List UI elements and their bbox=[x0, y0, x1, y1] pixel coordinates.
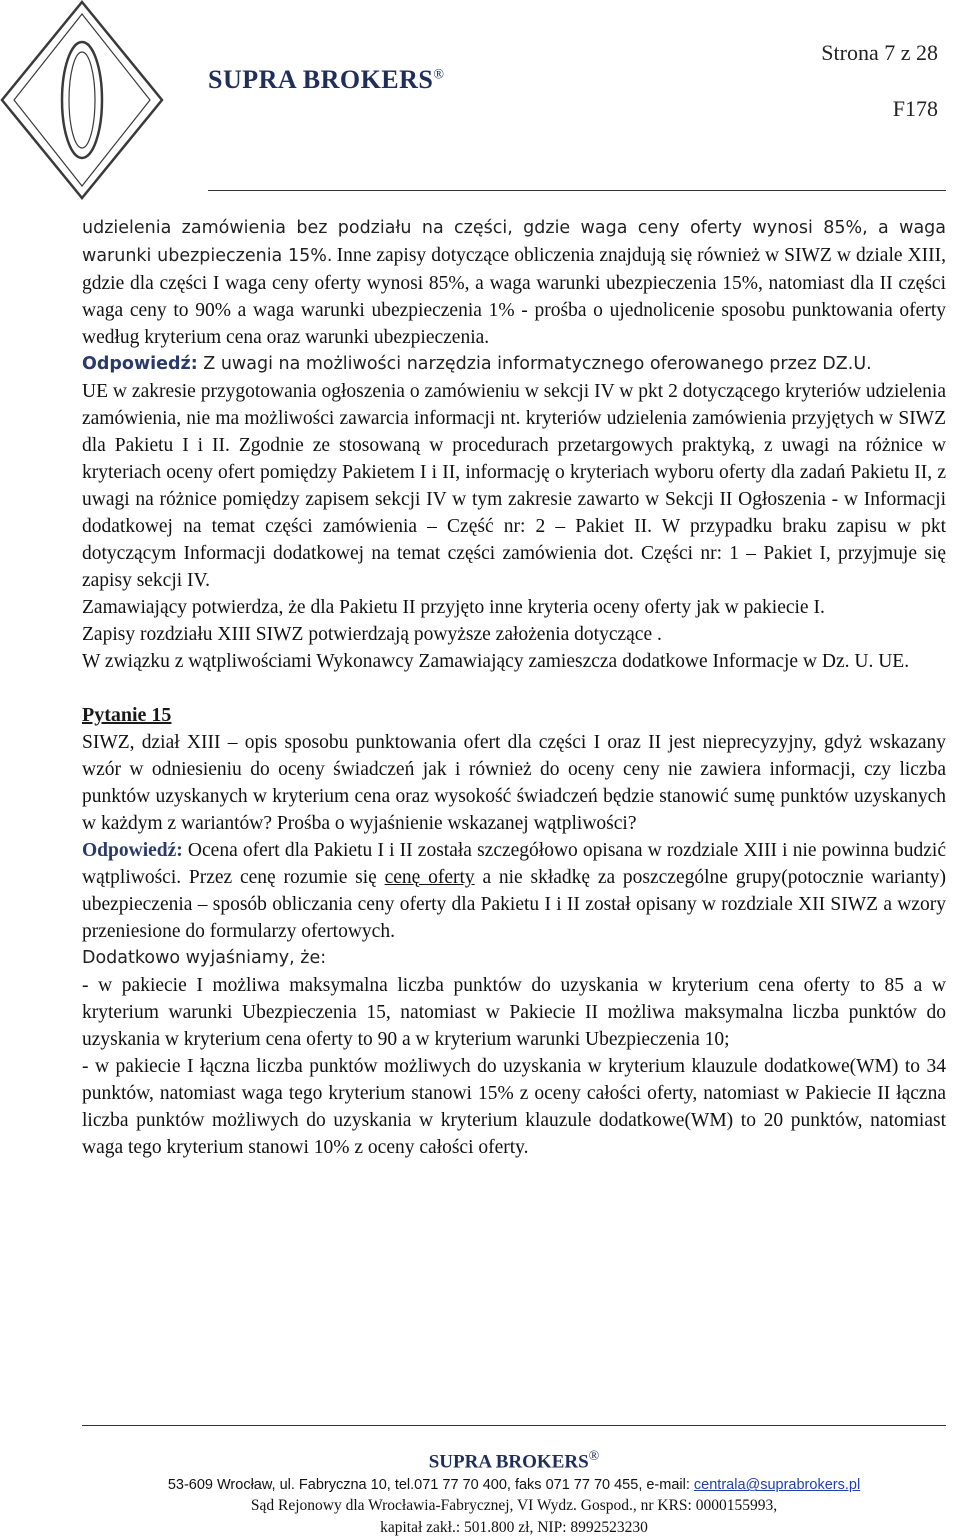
supra-brokers-logo-icon bbox=[0, 0, 165, 200]
list-item: - w pakiecie I łączna liczba punktów możliwych do uzyskania w kryterium klauzule dodatkowe(WM) to 34 punktów, natomiast waga tego kryterium stanowi 15% z oceny całości oferty, natomiast w Pakiecie II łączna liczba punktów możliwych do uzyskania w kryterium klauzule dodatkowe(WM) to 20 punktów, natomiast waga tego kryterium stanowi 10% z oceny całości oferty. bbox=[82, 1056, 946, 1158]
paragraph-confirmation: Zamawiający potwierdza, że dla Pakietu II przyjęto inne kryteria oceny oferty jak w pakiecie I. bbox=[82, 597, 825, 618]
paragraph-question-14-continued: udzielenia zamówienia bez podziału na części, gdzie waga ceny oferty wynosi 85%, a waga warunki ubezpieczenia 15%. Inne zapisy dotyczące obliczenia znajdują się również w SIWZ w dziale XIII, gdzie dla części I waga ceny oferty wynosi 85%, a waga warunki ubezpieczenia 15%, natomiast dla II części waga ceny to 90% a waga warunki ubezpieczenia 1% - prośba o ujednolicenie sposobu punktowania oferty według kryterium cena oraz warunki ubezpieczenia. bbox=[82, 218, 947, 348]
header-divider bbox=[208, 190, 946, 191]
paragraph-answer-14-continued: UE w zakresie przygotowania ogłoszenia o zamówieniu w sekcji IV w pkt 2 dotyczącego kryteriów udzielenia zamówienia, nie ma możliwości zawarcia informacji nt. kryteriów udzielenia zamówienia przyjętych w SIWZ dla Pakietu I i II. Zgodnie ze stosowaną w procedurach przetargowych praktyką, z uwagi na różnice w kryteriach oceny ofert pomiędzy Pakietem I i II, informację o kryteriach wyboru oferty dla zadań Pakietu II, z uwagi na różnice pomiędzy zapisem sekcji IV w tym zakresie zawarto w Sekcji II Ogłoszenia - w Informacji dodatkowej na temat części zamówienia – Część nr: 2 – Pakiet II. W przypadku braku zapisu w pkt dotyczącym Informacji dodatkowej na temat części zamówienia dot. Części nr: 1 – Pakiet I, przyjmuje się zapisy sekcji IV. bbox=[82, 381, 946, 591]
answer-label: Odpowiedź: bbox=[82, 840, 183, 861]
answer-label: Odpowiedź: bbox=[82, 354, 198, 374]
paragraph-additional-info: W związku z wątpliwościami Wykonawcy Zamawiający zamieszcza dodatkowe Informacje w Dz. U. UE. bbox=[82, 651, 910, 672]
paragraph-siwz-records: Zapisy rozdziału XIII SIWZ potwierdzają powyższe założenia dotyczące . bbox=[82, 624, 662, 645]
header-brand: SUPRA BROKERS® bbox=[208, 65, 445, 94]
footer-court: Sąd Rejonowy dla Wrocławia-Fabrycznej, VI Wydz. Gospod., nr KRS: 0000155993, bbox=[250, 1497, 778, 1515]
page-number: Strona 7 z 28 bbox=[821, 40, 938, 65]
list-item: - w pakiecie I możliwa maksymalna liczba punktów do uzyskania w kryterium cena oferty to 85 a w kryterium warunki Ubezpieczenia 15, natomiast w Pakiecie II możliwa maksymalna liczba punktów do uzyskania w kryterium cena oferty to 90 a w kryterium warunki Ubezpieczenia 10; bbox=[82, 975, 946, 1050]
paragraph-answer-15: Odpowiedź: Ocena ofert dla Pakietu I i II została szczegółowo opisana w rozdziale XIII i nie powinna budzić wątpliwości. Przez cenę rozumie się cenę oferty a nie składkę za poszczególne grupy(potocznie warianty) ubezpieczenia – sposób obliczania ceny oferty dla Pakietu I i II został opisany w rozdziale XII SIWZ a wzory przeniesione do formularzy ofertowych. bbox=[82, 840, 947, 942]
email-link[interactable]: centrala@suprabrokers.pl bbox=[693, 1477, 861, 1494]
underlined-term: cenę oferty bbox=[384, 867, 475, 888]
question-15-title: Pytanie 15 bbox=[82, 704, 172, 726]
footer-divider bbox=[82, 1425, 946, 1426]
footer-brand: SUPRA BROKERS® bbox=[428, 1449, 600, 1473]
paragraph-question-15: SIWZ, dział XIII – opis sposobu punktowania ofert dla części I oraz II jest nieprecyzyjny, gdyż wskazany wzór w odniesieniu do oceny świadczeń jak i również do oceny ceny nie zawiera informacji, czy liczba punktów uzyskanych w kryterium cena oraz wysokość świadczeń będzie stanowić sumę punktów uzyskanych w każdym z wariantów? Prośba o wyjaśnienie wskazanej wątpliwości? bbox=[82, 732, 946, 834]
document-code: F178 bbox=[892, 96, 938, 121]
document-body bbox=[82, 215, 946, 1161]
paragraph-additional-intro: Dodatkowo wyjaśniamy, że: bbox=[82, 948, 327, 968]
footer-address: 53-609 Wrocław, ul. Fabryczna 10, tel.071 77 70 400, faks 071 77 70 455, e-mail: centrala@suprabrokers.pl bbox=[167, 1477, 861, 1494]
footer-capital: kapitał zakł.: 501.800 zł, NIP: 8992523230 bbox=[380, 1519, 648, 1537]
page-footer bbox=[82, 1446, 946, 1539]
paragraph-answer-14: Odpowiedź: Z uwagi na możliwości narzędzia informatycznego oferowanego przez DZ.U. bbox=[82, 354, 872, 374]
